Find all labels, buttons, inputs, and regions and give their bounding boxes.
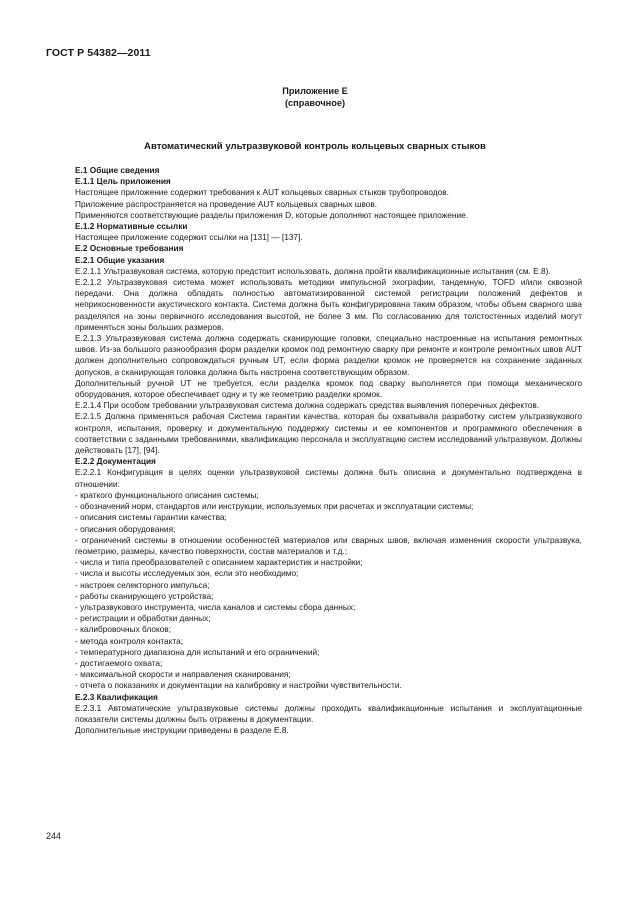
- list-item: - работы сканирующего устройства;: [75, 590, 214, 601]
- paragraph: Е.2.1.1 Ультразвуковая система, которую предстоит использовать, должна пройти квалификационные испытания (см. Е.8).: [75, 265, 551, 276]
- document-header: ГОСТ Р 54382—2011: [46, 47, 151, 59]
- section-heading: Е.2 Основные требования: [75, 243, 184, 254]
- list-item: - краткого функционального описания системы;: [75, 489, 259, 500]
- list-item: - числа и типа преобразователей с описанием характеристик и настройки;: [75, 557, 363, 568]
- paragraph: Применяются соответствующие разделы приложения D, которые дополняют настоящее приложение.: [75, 209, 469, 220]
- section-heading: Е.1.2 Нормативные ссылки: [75, 221, 188, 232]
- paragraph: Настоящее приложение содержит требования к AUT кольцевых сварных стыков трубопроводов.: [75, 187, 449, 198]
- paragraph: Е.2.1.2 Ультразвуковая система может использовать методики импульсной эхографии, тандемную, TOFD и/или сквозной передачи. Она должна обладать полностью автоматизированной системой регистрации положений дефектов и неприкосновенности акустического контакта. Система должна быть конфигурирована таким образом, чтобы объем сварного шва разделялся на зоны первичного исследования высотой, не более 3 мм. По согласованию для толстостенных изделий могут применяться зоны больших размеров.: [75, 277, 582, 332]
- list-item: - достигаемого охвата;: [75, 657, 163, 668]
- paragraph: Настоящее приложение содержит ссылки на [131] — [137].: [75, 232, 303, 243]
- paragraph: Е.2.3.1 Автоматические ультразвуковые системы должны проходить квалификационные испытания и эксплуатационные показатели системы должны быть отражены в документации.: [75, 702, 582, 724]
- section-heading: Е.2.3 Квалификация: [75, 691, 158, 702]
- paragraph: Дополнительный ручной UT не требуется, если разделка кромок под сварку выполняется при помощи механического оборудования, которое обеспечивает одну и ту же геометрию разделки кромок.: [75, 377, 582, 400]
- list-item: - отчета о показаниях и документации на калибровку и настройки чувствительности.: [75, 680, 402, 691]
- list-item: - метода контроля контакта;: [75, 635, 184, 646]
- paragraph: Приложение распространяется на проведение AUT кольцевых сварных швов.: [75, 198, 378, 209]
- document-body: [75, 165, 582, 736]
- list-item: - калибровочных блоков;: [75, 624, 171, 635]
- paragraph: Дополнительные инструкции приведены в разделе Е.8.: [75, 725, 289, 736]
- appendix-type: (справочное): [284, 98, 345, 108]
- list-item: - описания системы гарантии качества;: [75, 512, 227, 523]
- section-heading: Е.2.1 Общие указания: [75, 254, 165, 265]
- list-item: - описания оборудования;: [75, 523, 176, 534]
- list-item: - числа и высоты исследуемых зон, если это необходимо;: [75, 568, 299, 579]
- section-heading: Е.2.2 Документация: [75, 456, 156, 467]
- paragraph: Е.2.1.4 При особом требовании ультразвуковая система должна содержать средства выявления поперечных дефектов.: [75, 400, 540, 411]
- list-item: - регистрации и обработки данных;: [75, 613, 211, 624]
- list-item: - максимальной скорости и направления сканирования;: [75, 669, 291, 680]
- paragraph: Е.2.1.5 Должна применяться рабочая Система гарантии качества, которая бы охватывала разработку систем ультразвукового контроля, испытания, проверку и документальную поддержку системы и ее компонентов и программного обеспечения в соответствии с заданными требованиями, квалификацию персонала и эксплуатацию систем исследований ультразвуком. Должны действовать [17], [94].: [75, 411, 582, 456]
- document-title: Автоматический ультразвуковой контроль кольцевых сварных стыков: [144, 141, 486, 152]
- appendix-label: Приложение Е: [282, 86, 348, 96]
- list-item: - ограничений системы в отношении особенностей материалов или сварных швов, включая изменения скорости ультразвука, геометрию, размеры, качество поверхности, состав материалов и т.д.;: [75, 534, 582, 556]
- paragraph: Е.2.2.1 Конфигурация в целях оценки ультразвуковой системы должна быть описана и документально подтверждена в отношении:: [75, 467, 582, 489]
- section-heading: Е.1 Общие сведения: [75, 165, 160, 175]
- list-item: - ультразвукового инструмента, числа каналов и системы сбора данных;: [75, 601, 356, 612]
- list-item: - обозначений норм, стандартов или инструкции, используемых при расчетах и эксплуатации системы;: [75, 501, 474, 512]
- page-number: 244: [46, 831, 62, 841]
- section-heading: Е.1.1 Цель приложения: [75, 176, 171, 187]
- list-item: - температурного диапазона для испытаний и его ограничений;: [75, 646, 320, 657]
- paragraph: Е.2.1.3 Ультразвуковая система должна содержать сканирующие головки, специально настроенные на испытания ремонтных швов. Из-за большого разнообразия форм разделки кромок под ремонтную сварку при ремонте и контроле ремонтных швов AUT должен дополнительно сопровождаться ручным UT, если форма разделки кромок не проверяется на сохранение заданных допусков, а сканирующая головка должна быть настроена соответствующим образом.: [75, 333, 582, 377]
- list-item: - настроек селекторного импульса;: [75, 579, 210, 590]
